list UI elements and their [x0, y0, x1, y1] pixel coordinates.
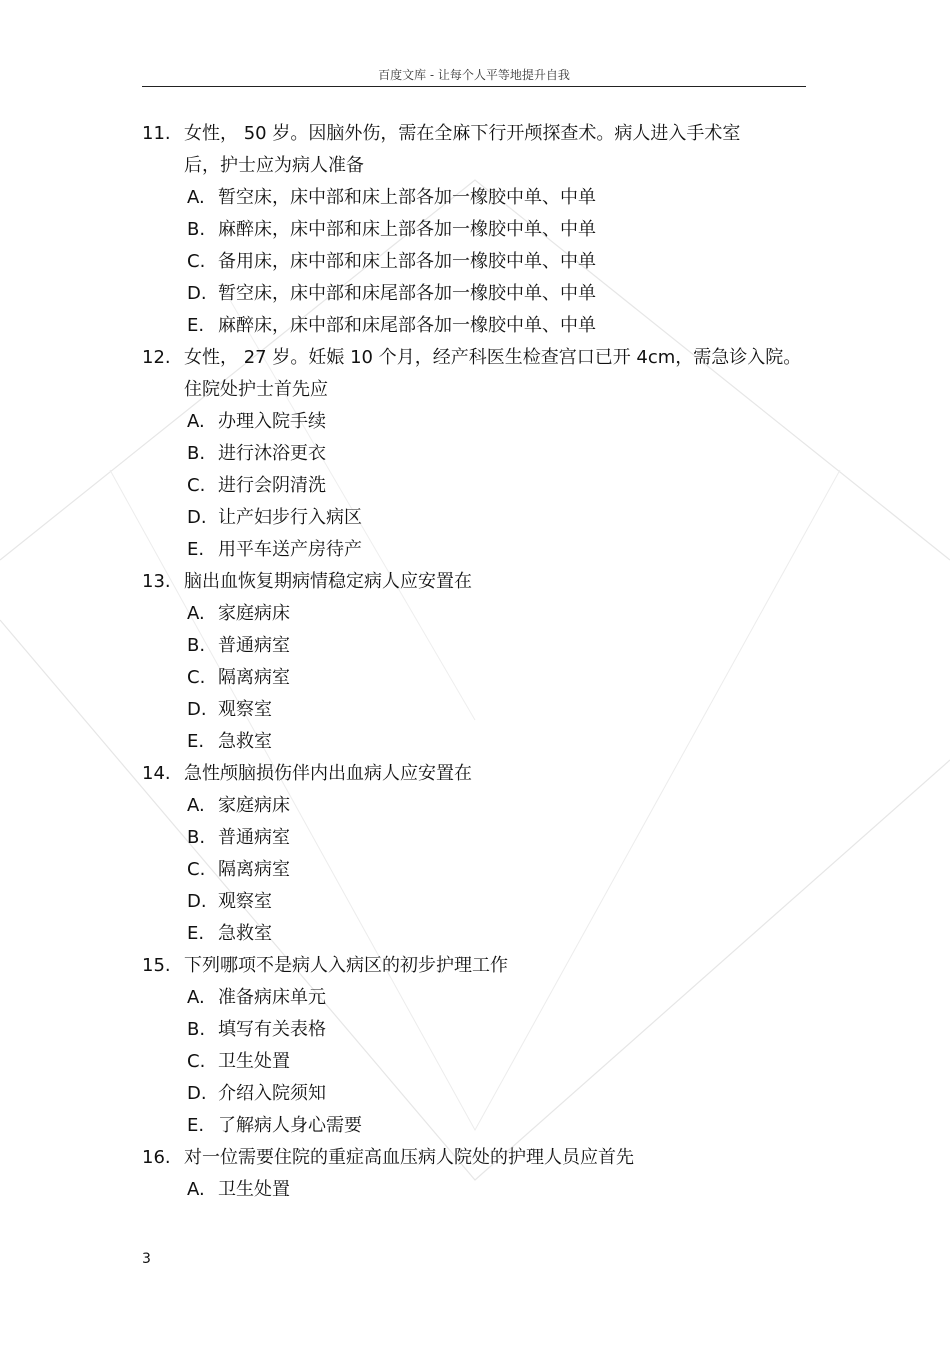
- option-item[interactable]: [142, 246, 806, 278]
- option-text: 麻醉床，床中部和床上部各加一橡胶中单、中单: [218, 219, 596, 240]
- option-text: 观察室: [218, 891, 272, 912]
- question-13: [142, 566, 806, 598]
- question-text: 女性， 50 岁。因脑外伤，需在全麻下行开颅探查术。病人进入手术室后，护士应为病人准备: [184, 123, 741, 176]
- option-letter: E.: [187, 923, 205, 944]
- question-text: 急性颅脑损伤伴内出血病人应安置在: [184, 763, 472, 784]
- option-letter: E.: [187, 539, 205, 560]
- option-item[interactable]: [142, 630, 806, 662]
- option-letter: D.: [187, 1083, 207, 1104]
- option-text: 家庭病床: [218, 795, 290, 816]
- option-item[interactable]: [142, 662, 806, 694]
- option-text: 普通病室: [218, 635, 290, 656]
- question-text: 对一位需要住院的重症高血压病人院处的护理人员应首先: [184, 1147, 634, 1168]
- option-item[interactable]: [142, 790, 806, 822]
- option-item[interactable]: [142, 438, 806, 470]
- option-text: 让产妇步行入病区: [218, 507, 362, 528]
- option-letter: E.: [187, 731, 205, 752]
- option-text: 介绍入院须知: [218, 1083, 326, 1104]
- option-text: 进行会阴清洗: [218, 475, 326, 496]
- option-item[interactable]: [142, 726, 806, 758]
- option-letter: D.: [187, 891, 207, 912]
- option-letter: C.: [187, 859, 206, 880]
- option-letter: A.: [187, 411, 205, 432]
- option-item[interactable]: [142, 598, 806, 630]
- option-letter: A.: [187, 603, 205, 624]
- option-item[interactable]: [142, 694, 806, 726]
- option-letter: C.: [187, 251, 206, 272]
- option-letter: B.: [187, 1019, 206, 1040]
- option-text: 暂空床，床中部和床上部各加一橡胶中单、中单: [218, 187, 596, 208]
- option-text: 办理入院手续: [218, 411, 326, 432]
- option-item[interactable]: [142, 278, 806, 310]
- option-letter: A.: [187, 795, 205, 816]
- header-divider: [142, 86, 806, 87]
- option-item[interactable]: [142, 822, 806, 854]
- option-item[interactable]: [142, 1174, 806, 1206]
- question-number: 11.: [142, 123, 171, 144]
- option-letter: D.: [187, 507, 207, 528]
- page-header: 百度文库 - 让每个人平等地提升自我: [378, 68, 570, 82]
- option-text: 准备病床单元: [218, 987, 326, 1008]
- option-letter: B.: [187, 635, 206, 656]
- page-number: 3: [142, 1251, 151, 1267]
- option-letter: B.: [187, 827, 206, 848]
- option-letter: D.: [187, 699, 207, 720]
- question-text: 女性， 27 岁。妊娠 10 个月，经产科医生检查宫口已开 4cm，需急诊入院。住院处护士首先应: [184, 347, 802, 400]
- option-item[interactable]: [142, 406, 806, 438]
- question-11: [142, 118, 806, 182]
- option-text: 麻醉床，床中部和床尾部各加一橡胶中单、中单: [218, 315, 596, 336]
- option-item[interactable]: [142, 854, 806, 886]
- option-text: 隔离病室: [218, 667, 290, 688]
- question-text: 下列哪项不是病人入病区的初步护理工作: [184, 955, 508, 976]
- question-14: [142, 758, 806, 790]
- option-item[interactable]: [142, 502, 806, 534]
- option-letter: E.: [187, 315, 205, 336]
- option-item[interactable]: [142, 470, 806, 502]
- option-item[interactable]: [142, 1078, 806, 1110]
- question-number: 12.: [142, 347, 171, 368]
- option-item[interactable]: [142, 182, 806, 214]
- option-text: 急救室: [218, 731, 272, 752]
- option-item[interactable]: [142, 534, 806, 566]
- option-item[interactable]: [142, 886, 806, 918]
- option-text: 急救室: [218, 923, 272, 944]
- option-item[interactable]: [142, 1046, 806, 1078]
- option-item[interactable]: [142, 214, 806, 246]
- option-text: 卫生处置: [218, 1179, 290, 1200]
- option-letter: B.: [187, 443, 206, 464]
- option-text: 观察室: [218, 699, 272, 720]
- option-letter: E.: [187, 1115, 205, 1136]
- question-list: [142, 118, 806, 1206]
- question-number: 14.: [142, 763, 171, 784]
- question-16: [142, 1142, 806, 1174]
- option-text: 隔离病室: [218, 859, 290, 880]
- option-text: 填写有关表格: [218, 1019, 326, 1040]
- option-letter: C.: [187, 475, 206, 496]
- option-letter: A.: [187, 987, 205, 1008]
- question-text: 脑出血恢复期病情稳定病人应安置在: [184, 571, 472, 592]
- option-letter: B.: [187, 219, 206, 240]
- option-item[interactable]: [142, 982, 806, 1014]
- option-text: 进行沐浴更衣: [218, 443, 326, 464]
- question-number: 16.: [142, 1147, 171, 1168]
- option-letter: C.: [187, 1051, 206, 1072]
- option-letter: D.: [187, 283, 207, 304]
- option-letter: A.: [187, 1179, 205, 1200]
- option-text: 普通病室: [218, 827, 290, 848]
- option-text: 用平车送产房待产: [218, 539, 362, 560]
- question-12: [142, 342, 806, 406]
- option-text: 卫生处置: [218, 1051, 290, 1072]
- option-text: 了解病人身心需要: [218, 1115, 362, 1136]
- question-15: [142, 950, 806, 982]
- option-item[interactable]: [142, 918, 806, 950]
- question-number: 15.: [142, 955, 171, 976]
- option-text: 备用床，床中部和床上部各加一橡胶中单、中单: [218, 251, 596, 272]
- option-item[interactable]: [142, 310, 806, 342]
- option-text: 家庭病床: [218, 603, 290, 624]
- option-item[interactable]: [142, 1014, 806, 1046]
- option-item[interactable]: [142, 1110, 806, 1142]
- option-text: 暂空床，床中部和床尾部各加一橡胶中单、中单: [218, 283, 596, 304]
- option-letter: A.: [187, 187, 205, 208]
- option-letter: C.: [187, 667, 206, 688]
- question-number: 13.: [142, 571, 171, 592]
